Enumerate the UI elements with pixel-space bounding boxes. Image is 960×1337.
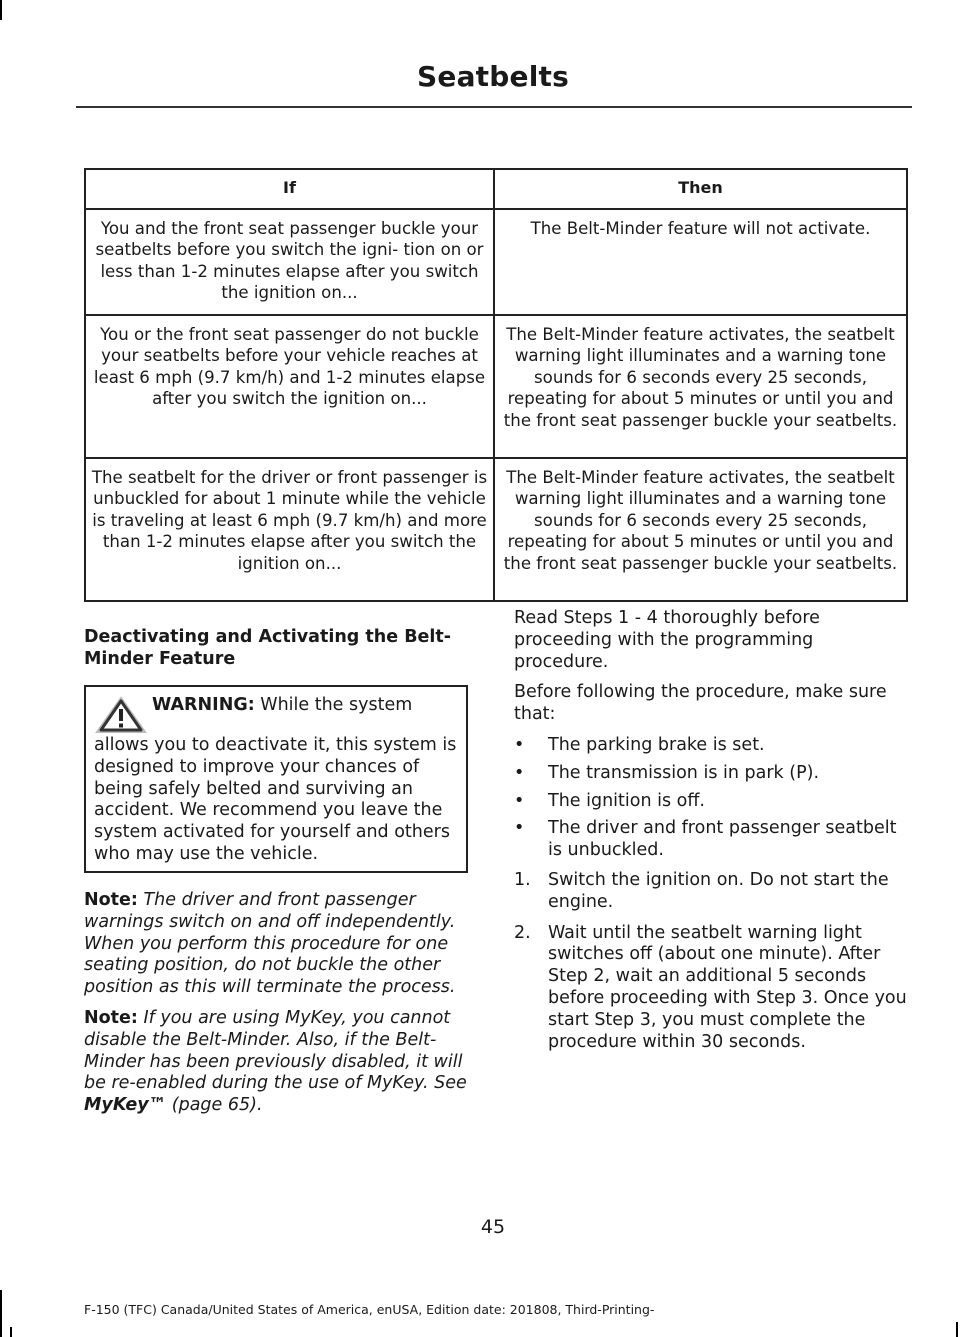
- list-item: [514, 818, 909, 862]
- table-cell-if: You or the front seat passenger do not buckle your seatbelts before your vehicle reaches at least 6 mph (9.7 km/h) and 1-2 minutes elapse after you switch the ignition on...: [85, 315, 494, 458]
- list-item-text: The transmission is in park (P).: [548, 762, 820, 783]
- table-row: [85, 458, 907, 601]
- table-cell-then: The Belt-Minder feature activates, the seatbelt warning light illuminates and a warning tone sounds for 6 seconds every 25 seconds, repeating for about 5 minutes or until you and the front seat passenger buckle your seatbelts.: [494, 458, 907, 601]
- step-item: [514, 870, 909, 914]
- warning-label: WARNING:: [152, 695, 255, 715]
- table-row: [85, 209, 907, 315]
- step-number: 2.: [514, 922, 531, 943]
- footer-edition-info: F-150 (TFC) Canada/United States of America, enUSA, Edition date: 201808, Third-Printing-: [84, 1302, 655, 1317]
- page-number: 45: [480, 1216, 506, 1238]
- step-text: Wait until the seatbelt warning light switches off (about one minute). After Step 2, wait an additional 5 seconds before proceeding with Step 3. Once you start Step 3, you must complete the procedure within 30 seconds.: [548, 922, 907, 1052]
- note-page-ref: (page 65).: [166, 1095, 263, 1116]
- note-label: Note:: [84, 1008, 138, 1028]
- crop-mark: [0, 1290, 2, 1337]
- precondition-list: [514, 735, 909, 862]
- table-cell-then: The Belt-Minder feature will not activate.: [494, 209, 907, 315]
- intro-paragraph: Read Steps 1 - 4 thoroughly before proceeding with the programming procedure.: [514, 608, 820, 672]
- warning-text: While the system allows you to deactivate it, this system is designed to improve your chances of being safely belted and surviving an accident. We recommend you leave the system activated for yourself and others who may use the vehicle.: [94, 695, 457, 864]
- bullet-icon: •: [514, 818, 525, 839]
- warning-box: [84, 685, 468, 873]
- procedure-column: [514, 608, 909, 1062]
- table-cell-if: The seatbelt for the driver or front passenger is unbuckled for about 1 minute while the vehicle is traveling at least 6 mph (9.7 km/h) and more than 1-2 minutes elapse after you switch the ignition on...: [85, 458, 494, 601]
- mykey-cross-reference-link[interactable]: MyKey™: [84, 1095, 167, 1116]
- bullet-icon: •: [514, 734, 525, 755]
- table-row: [85, 315, 907, 458]
- table-header-row: [85, 169, 907, 209]
- step-number: 1.: [514, 869, 531, 890]
- step-item: [514, 923, 909, 1054]
- page-title: Seatbelts: [417, 60, 569, 93]
- note-paragraph: [84, 890, 474, 999]
- list-item: [514, 763, 909, 785]
- title-divider: [76, 106, 912, 108]
- bullet-icon: •: [514, 762, 525, 783]
- note-label: Note:: [84, 890, 138, 910]
- section-heading: Deactivating and Activating the Belt-Minder Feature: [84, 627, 452, 669]
- warning-triangle-icon: [94, 695, 148, 735]
- list-item: [514, 791, 909, 813]
- table-cell-then: The Belt-Minder feature activates, the seatbelt warning light illuminates and a warning tone sounds for 6 seconds every 25 seconds, repeating for about 5 minutes or until you and the front seat passenger buckle your seatbelts.: [494, 315, 907, 458]
- column-header-then: Then: [494, 169, 907, 209]
- crop-mark: [0, 0, 2, 20]
- list-item-text: The driver and front passenger seatbelt is unbuckled.: [548, 818, 897, 861]
- precondition-paragraph: Before following the procedure, make sure that:: [514, 682, 887, 725]
- bullet-icon: •: [514, 790, 525, 811]
- note-text: If you are using MyKey, you cannot disable the Belt-Minder. Also, if the Belt-Minder has been previously disabled, it will be re-enabled during the use of MyKey. See: [84, 1008, 467, 1094]
- table-cell-if: You and the front seat passenger buckle your seatbelts before you switch the igni- tion on or less than 1-2 minutes elapse after you switch the ignition on...: [85, 209, 494, 315]
- step-text: Switch the ignition on. Do not start the engine.: [548, 869, 889, 912]
- procedure-steps: [514, 870, 909, 1053]
- list-item-text: The ignition is off.: [548, 790, 705, 811]
- belt-minder-table: [84, 168, 908, 602]
- list-item: [514, 735, 909, 757]
- crop-mark: [956, 1322, 958, 1337]
- list-item-text: The parking brake is set.: [548, 734, 765, 755]
- column-header-if: If: [85, 169, 494, 209]
- crop-mark: [10, 1327, 12, 1337]
- note-paragraph: [84, 1008, 474, 1117]
- note-text: The driver and front passenger warnings switch on and off independently. When you perform this procedure for one seating position, do not buckle the other position as this will terminate the process.: [84, 890, 456, 998]
